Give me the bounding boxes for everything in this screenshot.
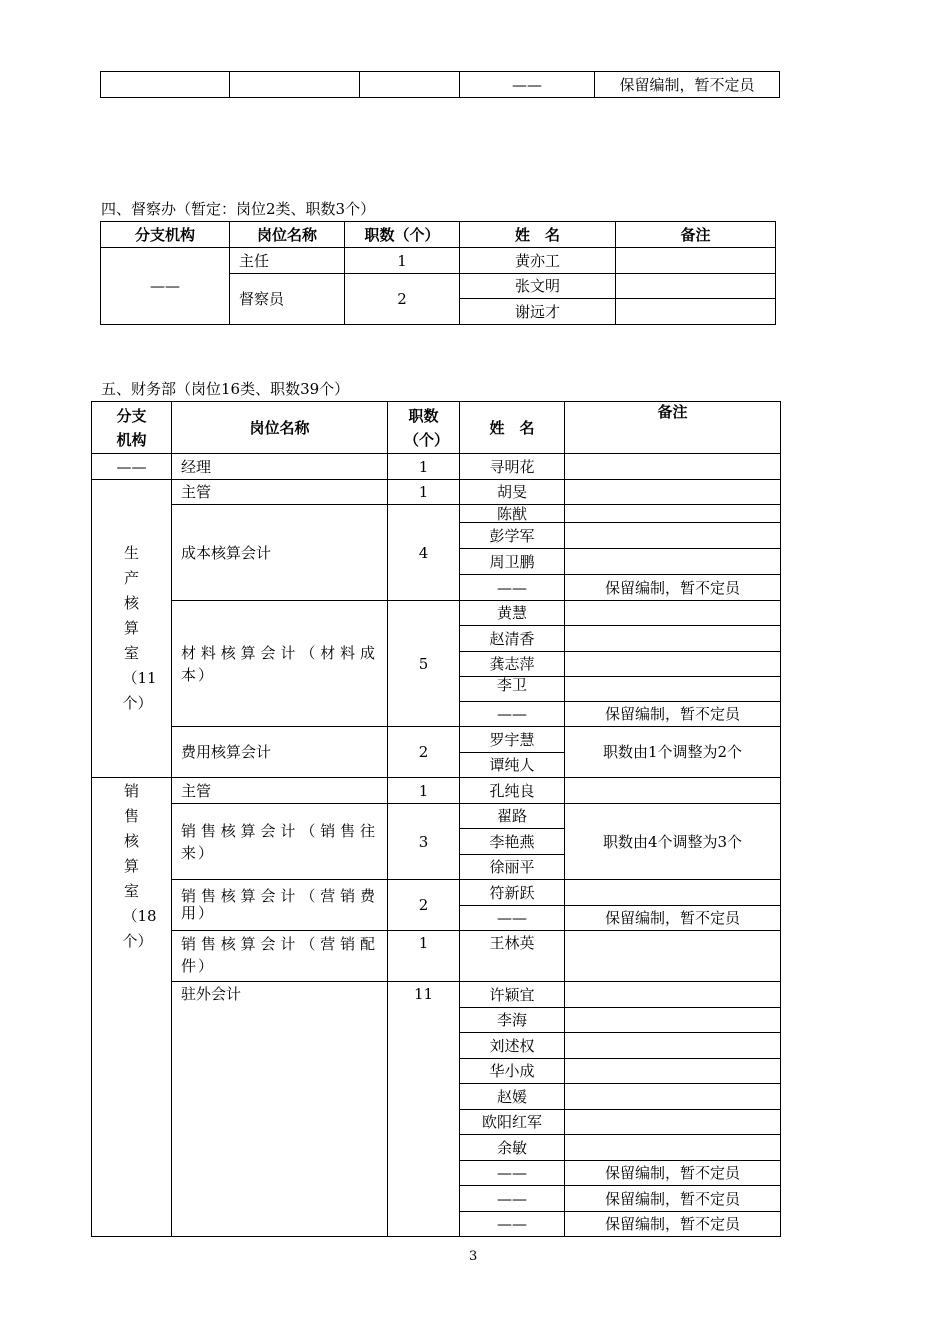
name-cell: 黄慧: [460, 601, 565, 626]
table-row: [92, 982, 781, 1008]
name-cell: ——: [460, 72, 595, 98]
name-cell: 徐丽平: [460, 855, 565, 880]
branch-sales-text: 销售核算室（18个）: [122, 782, 157, 950]
cell-empty: [360, 72, 460, 98]
remark-cell: [565, 454, 781, 480]
position-cell: 主管: [172, 778, 388, 804]
branch-sales: [92, 778, 172, 1237]
section5-table: [91, 401, 781, 1237]
name-cell: 李艳燕: [460, 829, 565, 855]
remark-cell: [565, 601, 781, 626]
branch-production: [92, 480, 172, 778]
remark-cell: [565, 677, 781, 702]
remark-cell: 保留编制，暂不定员: [565, 1212, 781, 1237]
table-row: [92, 880, 781, 906]
cell-empty: [230, 72, 360, 98]
page-number: 3: [469, 1249, 478, 1264]
previous-table-tail: [100, 71, 780, 98]
name-cell: 翟路: [460, 804, 565, 829]
remark-cell: 保留编制，暂不定员: [565, 575, 781, 601]
name-cell: ——: [460, 702, 565, 727]
header-remark: 备注: [565, 402, 781, 454]
header-remark: 备注: [616, 222, 776, 248]
name-cell: 许颖宜: [460, 982, 565, 1008]
branch-production-text: 生产核算室（11个）: [122, 544, 157, 712]
count-cell: 5: [388, 601, 460, 727]
name-cell: 张文明: [460, 274, 616, 299]
name-cell: 谢远才: [460, 299, 616, 325]
position-cell: 主任: [230, 248, 345, 274]
count-cell: 2: [388, 880, 460, 931]
count-cell: 2: [388, 727, 460, 778]
header-count: [388, 402, 460, 454]
name-cell: ——: [460, 1212, 565, 1237]
position-cell: [172, 601, 388, 727]
name-cell: ——: [460, 1161, 565, 1186]
table-row: [92, 778, 781, 804]
section5-title: 五、财务部（岗位16类、职数39个）: [101, 380, 350, 398]
remark-cell: 职数由4个调整为3个: [565, 804, 781, 880]
remark-cell: [565, 1110, 781, 1135]
count-cell: 1: [388, 480, 460, 505]
name-cell: 余敏: [460, 1135, 565, 1161]
name-cell: 孔纯良: [460, 778, 565, 804]
remark-cell: 保留编制，暂不定员: [595, 72, 780, 98]
table-row: [101, 248, 776, 274]
remark-cell: 职数由1个调整为2个: [565, 727, 781, 778]
name-cell: 欧阳红军: [460, 1110, 565, 1135]
table-row: [92, 505, 781, 523]
header-name: 姓 名: [460, 402, 565, 454]
name-cell: ——: [460, 906, 565, 931]
name-cell: 符新跃: [460, 880, 565, 906]
name-cell: 黄亦工: [460, 248, 616, 274]
position-text: 销售核算会计（销售往来）: [181, 821, 377, 862]
remark-cell: [565, 1033, 781, 1059]
header-count: 职数（个）: [345, 222, 460, 248]
name-cell: 罗宇慧: [460, 727, 565, 753]
count-cell: 1: [388, 931, 460, 982]
remark-cell: 保留编制，暂不定员: [565, 1161, 781, 1186]
name-cell: 胡旻: [460, 480, 565, 505]
table-row: [92, 480, 781, 505]
remark-cell: [565, 880, 781, 906]
position-text: 销售核算会计（营销配件）: [181, 935, 377, 975]
table-row: [92, 804, 781, 829]
name-cell: 李海: [460, 1008, 565, 1033]
count-cell: 1: [345, 248, 460, 274]
remark-cell: [565, 1008, 781, 1033]
header-row: [101, 222, 776, 248]
remark-cell: [616, 274, 776, 299]
count-cell: 3: [388, 804, 460, 880]
count-cell: 1: [388, 778, 460, 804]
position-cell: [172, 931, 388, 982]
header-position: 岗位名称: [172, 402, 388, 454]
name-cell: 谭纯人: [460, 753, 565, 778]
position-cell: 主管: [172, 480, 388, 505]
header-count-text: 职数（个）: [404, 406, 450, 449]
remark-cell: [565, 778, 781, 804]
remark-cell: [565, 1084, 781, 1110]
name-cell: 华小成: [460, 1059, 565, 1084]
remark-cell: [565, 652, 781, 677]
name-cell: 赵媛: [460, 1084, 565, 1110]
branch-cell: ——: [101, 248, 230, 325]
position-text: 材料核算会计（材料成本）: [181, 643, 377, 684]
remark-cell: 保留编制，暂不定员: [565, 906, 781, 931]
position-cell: 成本核算会计: [172, 505, 388, 601]
position-text: 销售核算会计（营销费用）: [181, 887, 377, 922]
name-cell: ——: [460, 1186, 565, 1212]
remark-cell: [616, 248, 776, 274]
header-name: 姓 名: [460, 222, 616, 248]
name-cell: ——: [460, 575, 565, 601]
section4-table: [100, 221, 776, 325]
remark-cell: [565, 931, 781, 982]
cell-empty: [101, 72, 230, 98]
name-cell: 赵清香: [460, 626, 565, 652]
header-branch-text: 分支机构: [116, 406, 147, 449]
section4-title: 四、督察办（暂定：岗位2类、职数3个）: [101, 200, 376, 218]
position-cell: 经理: [172, 454, 388, 480]
count-cell: 4: [388, 505, 460, 601]
name-cell: 寻明花: [460, 454, 565, 480]
count-cell: 11: [388, 982, 460, 1237]
name-cell: 龚志萍: [460, 652, 565, 677]
position-cell: [172, 880, 388, 931]
remark-cell: [616, 299, 776, 325]
remark-cell: [565, 982, 781, 1008]
name-cell: 刘述权: [460, 1033, 565, 1059]
header-row: [92, 402, 781, 454]
remark-cell: 保留编制，暂不定员: [565, 1186, 781, 1212]
position-cell: 督察员: [230, 274, 345, 325]
count-cell: 2: [345, 274, 460, 325]
remark-cell: [565, 1059, 781, 1084]
table-row: [92, 601, 781, 626]
remark-cell: [565, 549, 781, 575]
header-branch: [92, 402, 172, 454]
remark-cell: [565, 523, 781, 549]
table-row: [92, 727, 781, 753]
position-cell: 费用核算会计: [172, 727, 388, 778]
table-row: [92, 454, 781, 480]
header-position: 岗位名称: [230, 222, 345, 248]
header-branch: 分支机构: [101, 222, 230, 248]
name-cell: 陈猷: [460, 505, 565, 523]
position-cell: 驻外会计: [172, 982, 388, 1237]
branch-cell: ——: [92, 454, 172, 480]
position-cell: [172, 804, 388, 880]
remark-cell: [565, 626, 781, 652]
name-cell: 彭学军: [460, 523, 565, 549]
remark-cell: 保留编制，暂不定员: [565, 702, 781, 727]
remark-cell: [565, 1135, 781, 1161]
name-cell: 王林英: [460, 931, 565, 982]
name-cell: 周卫鹏: [460, 549, 565, 575]
name-cell: 李卫: [460, 677, 565, 702]
remark-cell: [565, 505, 781, 523]
count-cell: 1: [388, 454, 460, 480]
table-row: [92, 931, 781, 982]
remark-cell: [565, 480, 781, 505]
